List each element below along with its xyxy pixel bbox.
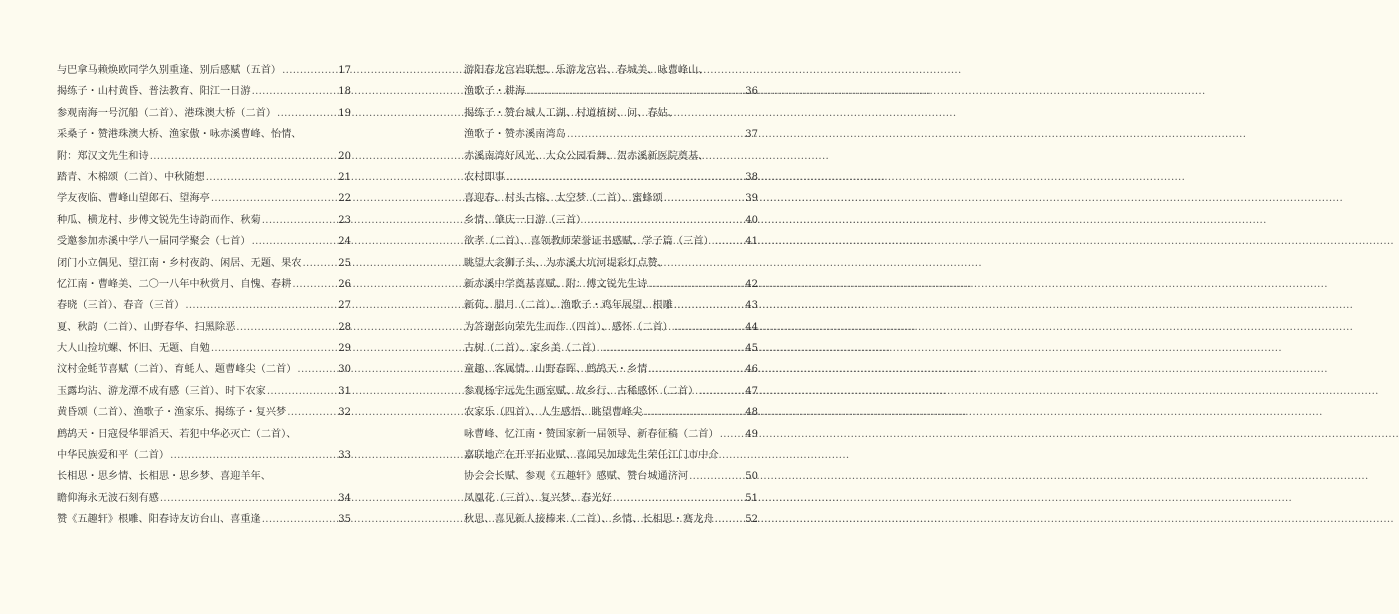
toc-entry-title: 忆江南・曹峰美、二〇一八年中秋赏月、自愧、春耕 [57, 278, 292, 290]
toc-entry-title: 采桑子・赞港珠澳大桥、渔家傲・咏赤溪曹峰、怡情、 [57, 129, 302, 141]
dot-leader [287, 402, 337, 423]
toc-entry [57, 60, 351, 81]
toc-entry-title: 中华民族爱和平（二首） [57, 450, 170, 462]
toc-page-number: 50 [745, 471, 758, 483]
toc-entry-title: 凤凰花（三首）、复兴梦、春光好 [464, 492, 612, 504]
toc-entry [464, 295, 758, 316]
toc-entry [464, 253, 758, 274]
dot-leader [277, 103, 337, 124]
dot-leader [282, 60, 337, 81]
dot-leader [587, 210, 744, 231]
dot-leader [720, 424, 745, 445]
toc-entry [57, 466, 351, 487]
toc-page-number: 24 [338, 236, 351, 248]
toc-entry [464, 210, 758, 231]
dot-leader [236, 317, 337, 338]
toc-entry [464, 338, 758, 359]
toc-entry [464, 81, 758, 102]
toc-page-number: 22 [338, 193, 351, 205]
dot-leader [185, 295, 337, 316]
toc-page-number: 43 [745, 300, 758, 312]
toc-entry [464, 146, 758, 167]
dot-leader [648, 274, 744, 295]
toc-entry [57, 359, 351, 380]
toc-entry [57, 445, 351, 466]
toc-entry [464, 424, 758, 445]
toc-entry-title: 咏曹峰、忆江南・赞国家新一届领导、新春征稿（二首） [464, 428, 719, 440]
toc-page-number: 42 [745, 278, 758, 290]
toc-entry [464, 103, 758, 124]
toc-entry-title: 鹧鸪天・日寇侵华罪滔天、若犯中华必灭亡（二首）、 [57, 428, 297, 440]
toc-entry-title: 为答谢彭向荣先生而作（四首）、感怀（二首） [464, 321, 673, 333]
toc-page-number: 33 [338, 450, 351, 462]
toc-page-number: 36 [745, 86, 758, 98]
toc-page-number: 32 [338, 407, 351, 419]
toc-entry [464, 359, 758, 380]
toc-entry-title: 瞻仰海永无波石刻有感 [57, 492, 159, 504]
dot-leader [297, 359, 337, 380]
toc-entry-title: 童趣、客属情、山野春晖、鹧鸪天・乡情 [464, 364, 648, 376]
dot-leader [648, 359, 744, 380]
toc-entry [57, 210, 351, 231]
toc-entry-title: 农村即事 [464, 171, 505, 183]
dot-leader [170, 445, 337, 466]
toc-entry [57, 424, 351, 445]
toc-entry [57, 146, 351, 167]
toc-entry-title: 踏青、木棉颂（二首）、中秋随想 [57, 171, 205, 183]
toc-entry [464, 488, 758, 509]
toc-page-number: 20 [338, 150, 351, 162]
toc-page-number: 19 [338, 107, 351, 119]
toc-entry-title: 黄昏颂（二首）、渔歌子・渔家乐、揭练子・复兴梦 [57, 407, 287, 419]
dot-leader [150, 146, 338, 167]
toc-page-number: 23 [338, 214, 351, 226]
toc-page-number: 18 [338, 86, 351, 98]
toc-entry [464, 274, 758, 295]
dot-leader [262, 210, 338, 231]
toc-page-number: 27 [338, 300, 351, 312]
dot-leader [211, 188, 337, 209]
toc-entry [57, 295, 351, 316]
toc-entry-title: 春晓（三首）、春音（三首） [57, 300, 185, 312]
dot-leader [643, 402, 744, 423]
toc-entry [464, 167, 758, 188]
toc-entry [57, 488, 351, 509]
toc-entry [464, 60, 758, 81]
toc-page-number: 45 [745, 343, 758, 355]
toc-entry-title: 玉露均沾、游龙潭不成有感（三首）、时下农家 [57, 385, 266, 397]
toc-entry-title: 游阳春龙宫岩联想、乐游龙宫岩、春城美、咏曹峰山、 [464, 65, 709, 76]
toc-page-number: 35 [338, 514, 351, 526]
toc-entry-title: 参观杨宇远先生画室赋、故乡行、古稀感怀（二首） [464, 385, 699, 397]
toc-entry-title: 渔歌子・赞赤溪南湾岛 [464, 129, 566, 141]
toc-entry-title: 附：郑汉文先生和诗 [57, 150, 149, 162]
dot-leader [526, 81, 744, 102]
toc-left-column [57, 60, 351, 531]
dot-leader [613, 488, 745, 509]
dot-leader [664, 188, 745, 209]
toc-entry [57, 124, 351, 145]
toc-entry [464, 509, 758, 530]
dot-leader [506, 167, 745, 188]
toc-entry [57, 167, 351, 188]
toc-page-number: 41 [745, 236, 758, 248]
toc-entry-title: 喜迎春、村头古榕、太空梦（二首）、蜜蜂颂 [464, 193, 663, 205]
toc-page-number: 46 [745, 364, 758, 376]
toc-entry [57, 188, 351, 209]
toc-page-number: 49 [745, 428, 758, 440]
toc-entry-title: 嘉联地产在开平拓业赋、喜闻吴加球先生荣任江门市中介 [464, 450, 719, 462]
toc-entry [464, 445, 758, 466]
dot-leader [292, 274, 337, 295]
toc-page-number: 21 [338, 171, 351, 183]
dot-leader [603, 338, 745, 359]
toc-page-number: 26 [338, 278, 351, 290]
toc-entry-title: 揭练子・山村黄昏、普法教育、阳江一日游 [57, 86, 251, 98]
toc-entry-title: 种瓜、横龙村、步傅文锐先生诗韵而作、秋菊 [57, 214, 261, 226]
toc-entry-title: 协会会长赋、参观《五趣轩》感赋、赞台城通济河 [464, 471, 689, 483]
toc-entry [57, 402, 351, 423]
toc-entry-title: 赤溪南湾好风光、大众公园看舞、贺赤溪新医院奠基、 [464, 150, 709, 162]
toc-entry [57, 381, 351, 402]
dot-leader [689, 466, 744, 487]
toc-entry [464, 402, 758, 423]
dot-leader [252, 231, 338, 252]
dot-leader [699, 381, 744, 402]
toc-entry [57, 103, 351, 124]
dot-leader [206, 167, 338, 188]
toc-entry [57, 231, 351, 252]
toc-entry [57, 317, 351, 338]
dot-leader [715, 509, 745, 530]
dot-leader [674, 317, 744, 338]
dot-leader [267, 381, 337, 402]
toc-entry [464, 466, 758, 487]
toc-entry [464, 124, 758, 145]
toc-page-number: 30 [338, 364, 351, 376]
dot-leader [303, 253, 338, 274]
toc-page-number: 47 [745, 385, 758, 397]
dot-leader [674, 295, 744, 316]
toc-page-number: 51 [745, 492, 758, 504]
toc-entry-title: 受邀参加赤溪中学八一届同学聚会（七首） [57, 236, 251, 248]
toc-page-number: 25 [338, 257, 351, 269]
toc-page-number: 31 [338, 385, 351, 397]
toc-page-number: 28 [338, 321, 351, 333]
dot-leader [252, 81, 338, 102]
toc-entry [57, 81, 351, 102]
toc-entry-title: 秋思、喜见新人接棒来（二首）、乡情、长相思・赛龙舟 [464, 514, 714, 526]
dot-leader [567, 124, 744, 145]
toc-entry-title: 揭练子・赞台城人工湖、村道植树、问、春姑、 [464, 107, 678, 119]
toc-entry [464, 231, 758, 252]
toc-entry-title: 赞《五趣轩》根雕、阳春诗友访台山、喜重逢 [57, 514, 261, 526]
toc-entry-title: 大人山捡坑螺、怀旧、无题、自勉 [57, 343, 210, 355]
toc-page-number: 38 [745, 171, 758, 183]
toc-entry-title: 眺望大衾狮子头、为赤溪大坑河堤彩灯点赞、 [464, 257, 668, 269]
toc-entry-title: 学友夜临、曹峰山望郎石、望海亭 [57, 193, 210, 205]
toc-entry-title: 渔歌子・耕海 [464, 86, 526, 98]
toc-page-number: 34 [338, 492, 351, 504]
toc-entry-title: 新赤溪中学奠基喜赋、附：傅文锐先生诗 [464, 278, 648, 290]
toc-page-number: 39 [745, 193, 758, 205]
dot-leader [211, 338, 337, 359]
dot-leader [160, 488, 337, 509]
toc-entry [464, 317, 758, 338]
toc-entry-title: 闭门小立偶见、望江南・乡村夜韵、闲居、无题、果农 [57, 257, 302, 269]
toc-entry-title: 夏、秋韵（二首）、山野春华、扫黑除恶 [57, 321, 236, 333]
toc-entry [464, 381, 758, 402]
toc-entry [57, 253, 351, 274]
toc-entry-title: 长相思・思乡情、长相思・思乡梦、喜迎羊年、 [57, 471, 271, 483]
toc-entry-title: 与巴拿马赖焕欧同学久别重逢、别后感赋（五首） [57, 65, 282, 76]
toc-page-number: 44 [745, 321, 758, 333]
toc-entry [57, 338, 351, 359]
toc-entry-title: 欲孝（二首）、喜领教师荣誉证书感赋、学子篇（三首） [464, 236, 714, 248]
toc-page-number: 17 [338, 65, 351, 76]
toc-entry-title: 农家乐（四首）、人生感悟、眺望曹峰尖 [464, 407, 643, 419]
toc-entry-title: 汶村金蚝节喜赋（二首）、育蚝人、题曹峰尖（二首） [57, 364, 297, 376]
toc-entry-title: 古树（二首）、家乡美（二首） [464, 343, 602, 355]
toc-right-column [464, 60, 758, 531]
toc-page-number: 37 [745, 129, 758, 141]
toc-page-number: 40 [745, 214, 758, 226]
toc-entry [57, 509, 351, 530]
dot-leader [715, 231, 745, 252]
toc-entry [57, 274, 351, 295]
toc-page-number: 48 [745, 407, 758, 419]
dot-leader [262, 509, 338, 530]
toc-entry-title: 参观南海一号沉船（二首）、港珠澳大桥（二首） [57, 107, 277, 119]
toc-entry-title: 乡情、肇庆一日游（三首） [464, 214, 587, 226]
toc-entry [464, 188, 758, 209]
toc-page-number: 29 [338, 343, 351, 355]
toc-page-number: 52 [745, 514, 758, 526]
toc-entry-title: 新荷、腊月（二首）、渔歌子・鸡年展望、根雕 [464, 300, 673, 312]
